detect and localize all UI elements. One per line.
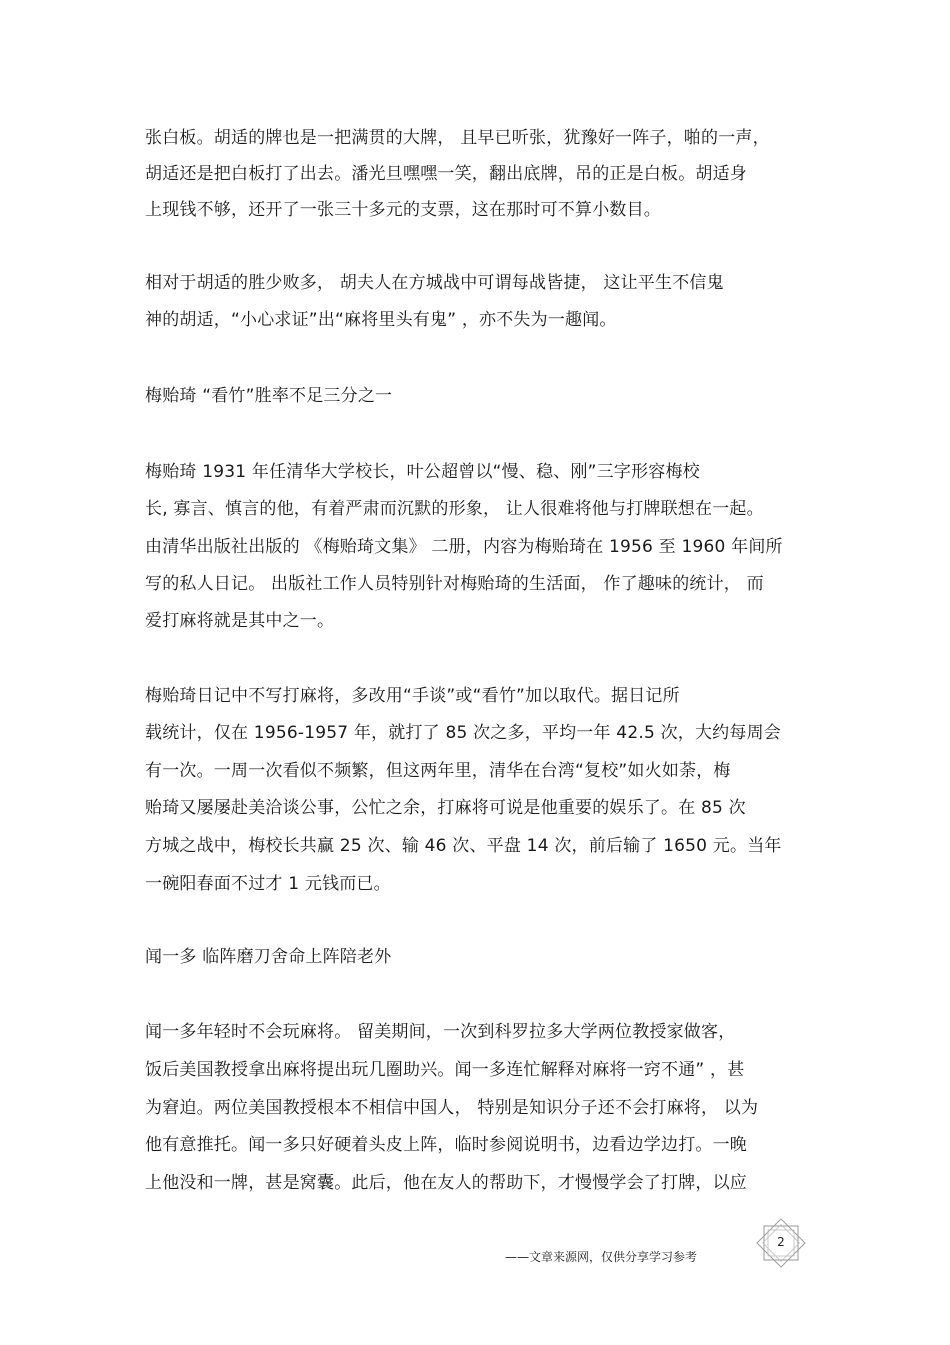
text-line: 上他没和一牌，甚是窝囊。此后，他在友人的帮助下，才慢慢学会了打牌，以应 xyxy=(145,1173,747,1193)
section-heading: 闻一多 临阵磨刀舍命上阵陪老外 xyxy=(145,947,392,967)
text-line: 闻一多年轻时不会玩麻将。 留美期间，一次到科罗拉多大学两位教授家做客， xyxy=(145,1022,736,1042)
text-line: 为窘迫。两位美国教授根本不相信中国人， 特别是知识分子还不会打麻将， 以为 xyxy=(145,1098,759,1118)
text-line: 胡适还是把白板打了出去。潘光旦嘿嘿一笑，翻出底牌，吊的正是白板。胡适身 xyxy=(145,164,747,184)
page-number-badge xyxy=(756,1218,806,1268)
page-number: 2 xyxy=(777,1235,785,1249)
footer-source-note: ——文章来源网，仅供分享学习参考 xyxy=(505,1250,698,1264)
text-line: 由清华出版社出版的 《梅贻琦文集》 二册，内容为梅贻琦在 1956 至 1960 年间所 xyxy=(145,537,783,557)
text-line: 神的胡适，“小心求证”出“麻将里头有鬼” ，亦不失为一趣闻。 xyxy=(145,310,617,330)
text-line: 饭后美国教授拿出麻将提出玩几圈助兴。闻一多连忙解释对麻将一窍不通” ，甚 xyxy=(145,1060,745,1080)
text-line: 写的私人日记。 出版社工作人员特别针对梅贻琦的生活面， 作了趣味的统计， 而 xyxy=(145,574,764,594)
text-line: 贻琦又屡屡赴美洽谈公事，公忙之余，打麻将可说是他重要的娱乐了。在 85 次 xyxy=(145,798,746,818)
text-line: 他有意推托。闻一多只好硬着头皮上阵，临时参阅说明书，边看边学边打。一晚 xyxy=(145,1135,747,1155)
text-line: 梅贻琦 1931 年任清华大学校长，叶公超曾以“慢、稳、刚”三字形容梅校 xyxy=(145,462,700,482)
section-heading: 梅贻琦 “看竹”胜率不足三分之一 xyxy=(145,386,393,406)
text-line: 相对于胡适的胜少败多， 胡夫人在方城战中可谓每战皆捷， 这让平生不信鬼 xyxy=(145,273,724,293)
text-line: 方城之战中，梅校长共赢 25 次、输 46 次、平盘 14 次，前后输了 1650 元。当年 xyxy=(145,836,782,856)
text-line: 载统计，仅在 1956-1957 年，就打了 85 次之多，平均一年 42.5 次，大约每周会 xyxy=(145,723,781,743)
text-line: 张白板。胡适的牌也是一把满贯的大牌， 且早已听张，犹豫好一阵子，啪的一声， xyxy=(145,128,770,148)
text-line: 爱打麻将就是其中之一。 xyxy=(145,611,335,631)
text-line: 一碗阳春面不过才 1 元钱而已。 xyxy=(145,874,391,894)
text-line: 长, 寡言、慎言的他，有着严肃而沉默的形象， 让人很难将他与打牌联想在一起。 xyxy=(145,499,764,519)
text-line: 梅贻琦日记中不写打麻将，多改用“手谈”或“看竹”加以取代。据日记所 xyxy=(145,686,680,706)
text-line: 上现钱不够，还开了一张三十多元的支票，这在那时可不算小数目。 xyxy=(145,200,661,220)
text-line: 有一次。一周一次看似不频繁，但这两年里，清华在台湾“复校”如火如荼，梅 xyxy=(145,761,731,781)
